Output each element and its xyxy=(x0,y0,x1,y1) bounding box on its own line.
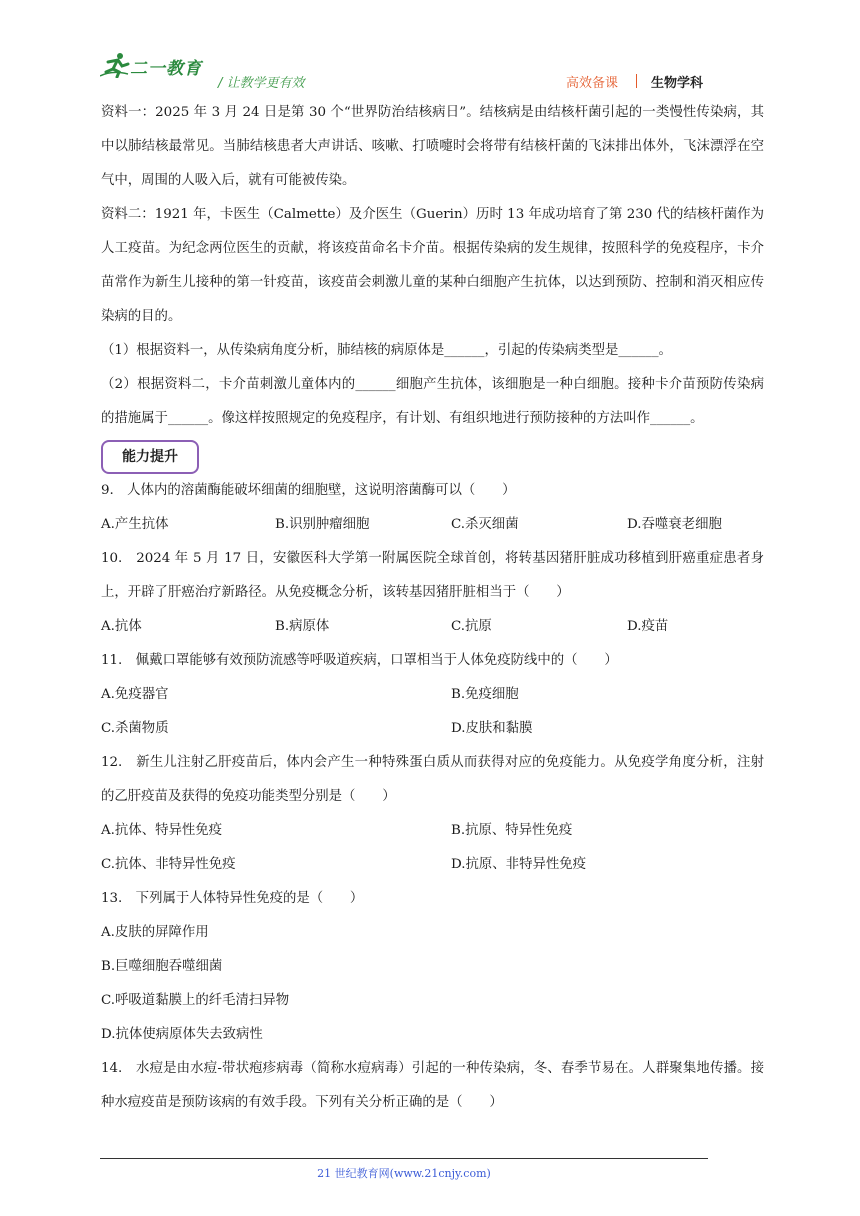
question-12-options-row-2 xyxy=(101,848,764,882)
question-9-stem: 9. 人体内的溶菌酶能破坏细菌的细胞壁，这说明溶菌酶可以（ ） xyxy=(101,483,516,498)
footer xyxy=(0,1165,860,1181)
question-13-stem: 13. 下列属于人体特异性免疫的是（ ） xyxy=(101,891,364,906)
option-b: B.巨噬细胞吞噬细菌 xyxy=(101,959,223,974)
option-a: A.抗体、特异性免疫 xyxy=(101,823,223,838)
option-a: A.皮肤的屏障作用 xyxy=(101,925,209,940)
question-12-options-row-1 xyxy=(101,814,764,848)
option-c: C.杀灭细菌 xyxy=(451,517,519,532)
option-b: B.抗原、特异性免疫 xyxy=(451,823,573,838)
subject-label: 生物学科 xyxy=(651,76,704,91)
material-2: 资料二：1921 年，卡医生（Calmette）及介医生（Guerin）历时 13 年成功培育了第 230 代的结核杆菌作为人工疫苗。为纪念两位医生的贡献，将该疫苗命名卡介苗。根据传染病的发生规律，按照科学的免疫程序，卡介苗常作为新生儿接种的第一针疫苗，该疫苗会刺激儿童的某种白细胞产生抗体，以达到预防、控制和消灭相应传染病的目的。 xyxy=(101,207,764,324)
option-b: B.病原体 xyxy=(275,619,330,634)
question-11-options-row-1 xyxy=(101,678,764,712)
question-10-stem: 10. 2024 年 5 月 17 日，安徽医科大学第一附属医院全球首创，将转基因猪肝脏成功移植到肝癌重症患者身上，开辟了肝癌治疗新路径。从免疫概念分析，该转基因猪肝脏相当于（ ） xyxy=(101,551,764,600)
logo-text: 二一教育 xyxy=(130,59,202,79)
page-header xyxy=(0,0,860,100)
course-label: 高效备课 xyxy=(566,76,619,91)
option-c: C.杀菌物质 xyxy=(101,721,169,736)
running-figure-icon xyxy=(100,52,130,78)
question-9-options xyxy=(101,508,764,542)
footer-link[interactable]: 21 世纪教育网(www.21cnjy.com) xyxy=(317,1167,491,1180)
option-d: D.吞噬衰老细胞 xyxy=(627,517,722,532)
question-12-stem: 12. 新生儿注射乙肝疫苗后，体内会产生一种特殊蛋白质从而获得对应的免疫能力。从免疫学角度分析，注射的乙肝疫苗及获得的免疫功能类型分别是（ ） xyxy=(101,755,764,804)
question-10-options xyxy=(101,610,764,644)
option-c: C.呼吸道黏膜上的纤毛清扫异物 xyxy=(101,993,290,1008)
option-d: D.抗原、非特异性免疫 xyxy=(451,857,587,872)
section-badge: 能力提升 xyxy=(101,440,199,474)
option-a: A.产生抗体 xyxy=(101,517,169,532)
footer-divider xyxy=(100,1158,708,1159)
option-d: D.皮肤和黏膜 xyxy=(451,721,533,736)
document-body xyxy=(101,96,764,1120)
option-c: C.抗体、非特异性免疫 xyxy=(101,857,236,872)
question-11-stem: 11. 佩戴口罩能够有效预防流感等呼吸道疾病，口罩相当于人体免疫防线中的（ ） xyxy=(101,653,618,668)
header-divider xyxy=(636,74,637,88)
logo xyxy=(100,48,210,82)
subquestion-2: （2）根据资料二，卡介苗刺激儿童体内的______细胞产生抗体，该细胞是一种白细胞。接种卡介苗预防传染病的措施属于______。像这样按照规定的免疫程序，有计划、有组织地进行预防接种的方法叫作______。 xyxy=(101,377,764,426)
option-b: B.识别肿瘤细胞 xyxy=(275,517,370,532)
question-11-options-row-2 xyxy=(101,712,764,746)
option-c: C.抗原 xyxy=(451,619,492,634)
option-a: A.免疫器官 xyxy=(101,687,169,702)
subquestion-1: （1）根据资料一，从传染病角度分析，肺结核的病原体是______，引起的传染病类型是______。 xyxy=(101,343,672,358)
option-a: A.抗体 xyxy=(101,619,142,634)
option-d: D.抗体使病原体失去致病性 xyxy=(101,1027,263,1042)
material-1: 资料一：2025 年 3 月 24 日是第 30 个“世界防治结核病日”。结核病是由结核杆菌引起的一类慢性传染病，其中以肺结核最常见。当肺结核患者大声讲话、咳嗽、打喷嚏时会将带有结核杆菌的飞沫排出体外，飞沫漂浮在空气中，周围的人吸入后，就有可能被传染。 xyxy=(101,105,764,188)
option-b: B.免疫细胞 xyxy=(451,687,519,702)
option-d: D.疫苗 xyxy=(627,619,669,634)
slogan: / 让教学更有效 xyxy=(218,76,305,91)
question-14-stem: 14. 水痘是由水痘-带状疱疹病毒（简称水痘病毒）引起的一种传染病，冬、春季节易在。人群聚集地传播。接种水痘疫苗是预防该病的有效手段。下列有关分析正确的是（ ） xyxy=(101,1061,764,1110)
